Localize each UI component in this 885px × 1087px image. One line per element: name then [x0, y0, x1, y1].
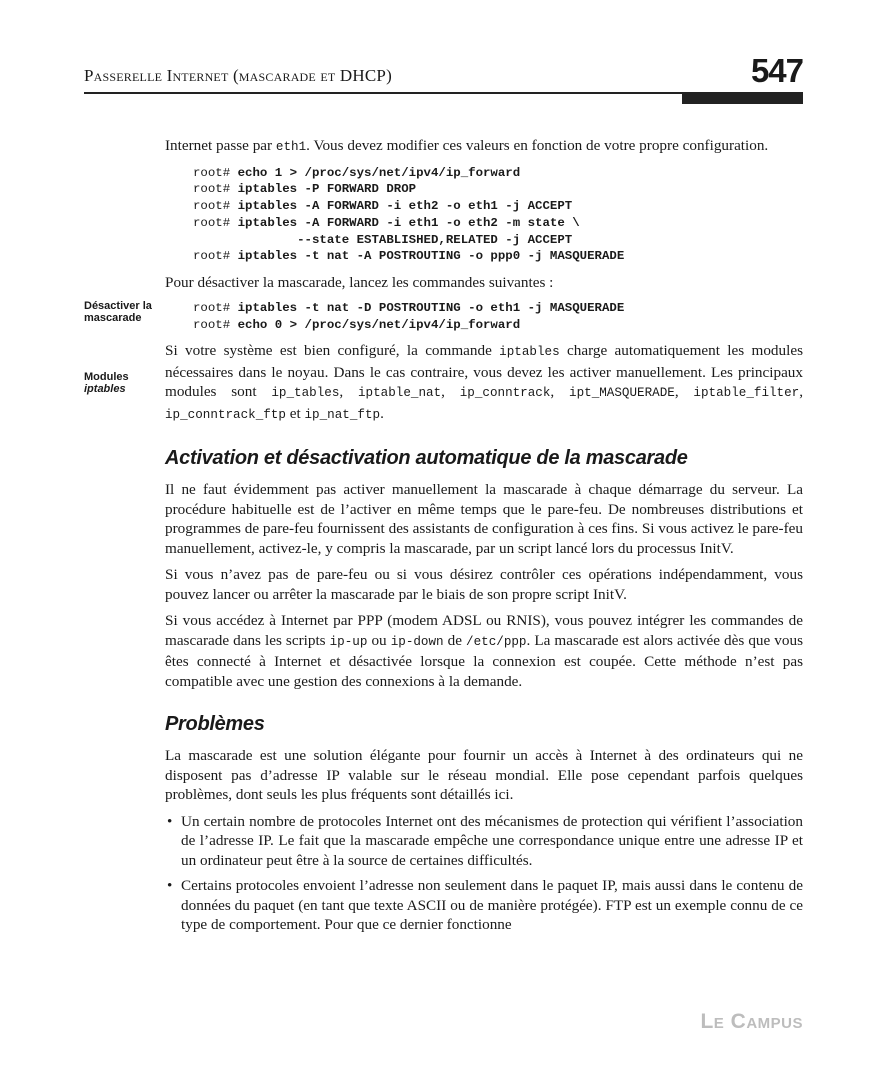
- section-heading-activation: Activation et désactivation automatique de la mascarade: [165, 447, 688, 470]
- problems-list: [165, 812, 803, 935]
- list-item: • Certains protocoles envoient l’adresse non seulement dans le paquet IP, mais aussi dans le contenu de données du paquet (en tant que texte ASCII ou de manière protégée). FTP est un exemple connu de ce type de comportement. Pour que ce dernier fonctionne: [181, 876, 803, 935]
- page-number: 547: [750, 52, 803, 89]
- header-rule-bar: [682, 92, 803, 104]
- disable-paragraph: Pour désactiver la mascarade, lancez les commandes suivantes :: [165, 274, 554, 292]
- margin-note-disable: Désactiver la mascarade: [84, 300, 152, 324]
- intro-paragraph: Internet passe par eth1. Vous devez modifier ces valeurs en fonction de votre propre configuration.: [165, 137, 769, 154]
- modules-paragraph: Si votre système est bien configuré, la commande iptables charge automatiquement les modules nécessaires dans le noyau. Dans le cas contraire, vous devez les activer manuellement. Les principaux modules sont ip_tables, iptable_nat, ip_conntrack, ipt_MASQUERADE, iptable_filter, ip_conntrack_ftp et ip_nat_ftp.: [165, 342, 804, 422]
- publisher-logo: Le Campus: [700, 1010, 803, 1033]
- page-content: [165, 136, 803, 941]
- code-block-disable: root# iptables -t nat -D POSTROUTING -o eth1 -j MASQUERADE root# echo 0 > /proc/sys/net/ipv4/ip_forward: [193, 300, 625, 332]
- activation-paragraph-2: Si vous n’avez pas de pare-feu ou si vous désirez contrôler ces opérations indépendamment, vous pouvez lancer ou arrêter la mascarade par le biais de son propre script InitV.: [165, 566, 803, 603]
- section-heading-problems: Problèmes: [165, 713, 265, 736]
- activation-paragraph-3: Si vous accédez à Internet par PPP (modem ADSL ou RNIS), vous pouvez intégrer les commandes de mascarade dans les scripts ip-up ou ip-down de /etc/ppp. La mascarade est alors activée dès que vous êtes connecté à Internet et désactivée lorsque la connexion est coupée. Cette méthode n’est pas compatible avec une gestion des connexions à la demande.: [165, 612, 803, 690]
- activation-paragraph-1: Il ne faut évidemment pas activer manuellement la mascarade à chaque démarrage du serveur. La procédure habituelle est de l’activer en même temps que le pare-feu. De nombreuses distributions et programmes de pare-feu fournissent des assistants de configuration à ces fins. Si vous activez le pare-feu manuellement, activez-le, y compris la mascarade, par un script lancé lors du processus InitV.: [165, 481, 803, 557]
- problems-paragraph: La mascarade est une solution élégante pour fournir un accès à Internet à des ordinateurs qui ne disposent pas d’adresse IP valable sur le réseau mondial. Elle pose cependant parfois quelques problèmes, dont seuls les plus fréquents sont détaillés ici.: [165, 747, 803, 804]
- code-block-enable: root# echo 1 > /proc/sys/net/ipv4/ip_forward root# iptables -P FORWARD DROP root# iptables -A FORWARD -i eth2 -o eth1 -j ACCEPT root# iptables -A FORWARD -i eth1 -o eth2 -m state \ --state ESTABLISHED,RELATED -j ACCEPT root# iptables -t nat -A POSTROUTING -o ppp0 -j MASQUERADE: [193, 165, 625, 264]
- running-header: Passerelle Internet (mascarade et DHCP): [84, 66, 392, 85]
- margin-note-modules: Modules iptables: [84, 371, 129, 395]
- list-item: • Un certain nombre de protocoles Internet ont des mécanismes de protection qui vérifient l’association de l’adresse IP. Le fait que la mascarade empêche une correspondance unique entre une adresse IP et un ordinateur peut être à la source de certaines difficultés.: [181, 812, 803, 871]
- code-line: root#: [193, 165, 238, 180]
